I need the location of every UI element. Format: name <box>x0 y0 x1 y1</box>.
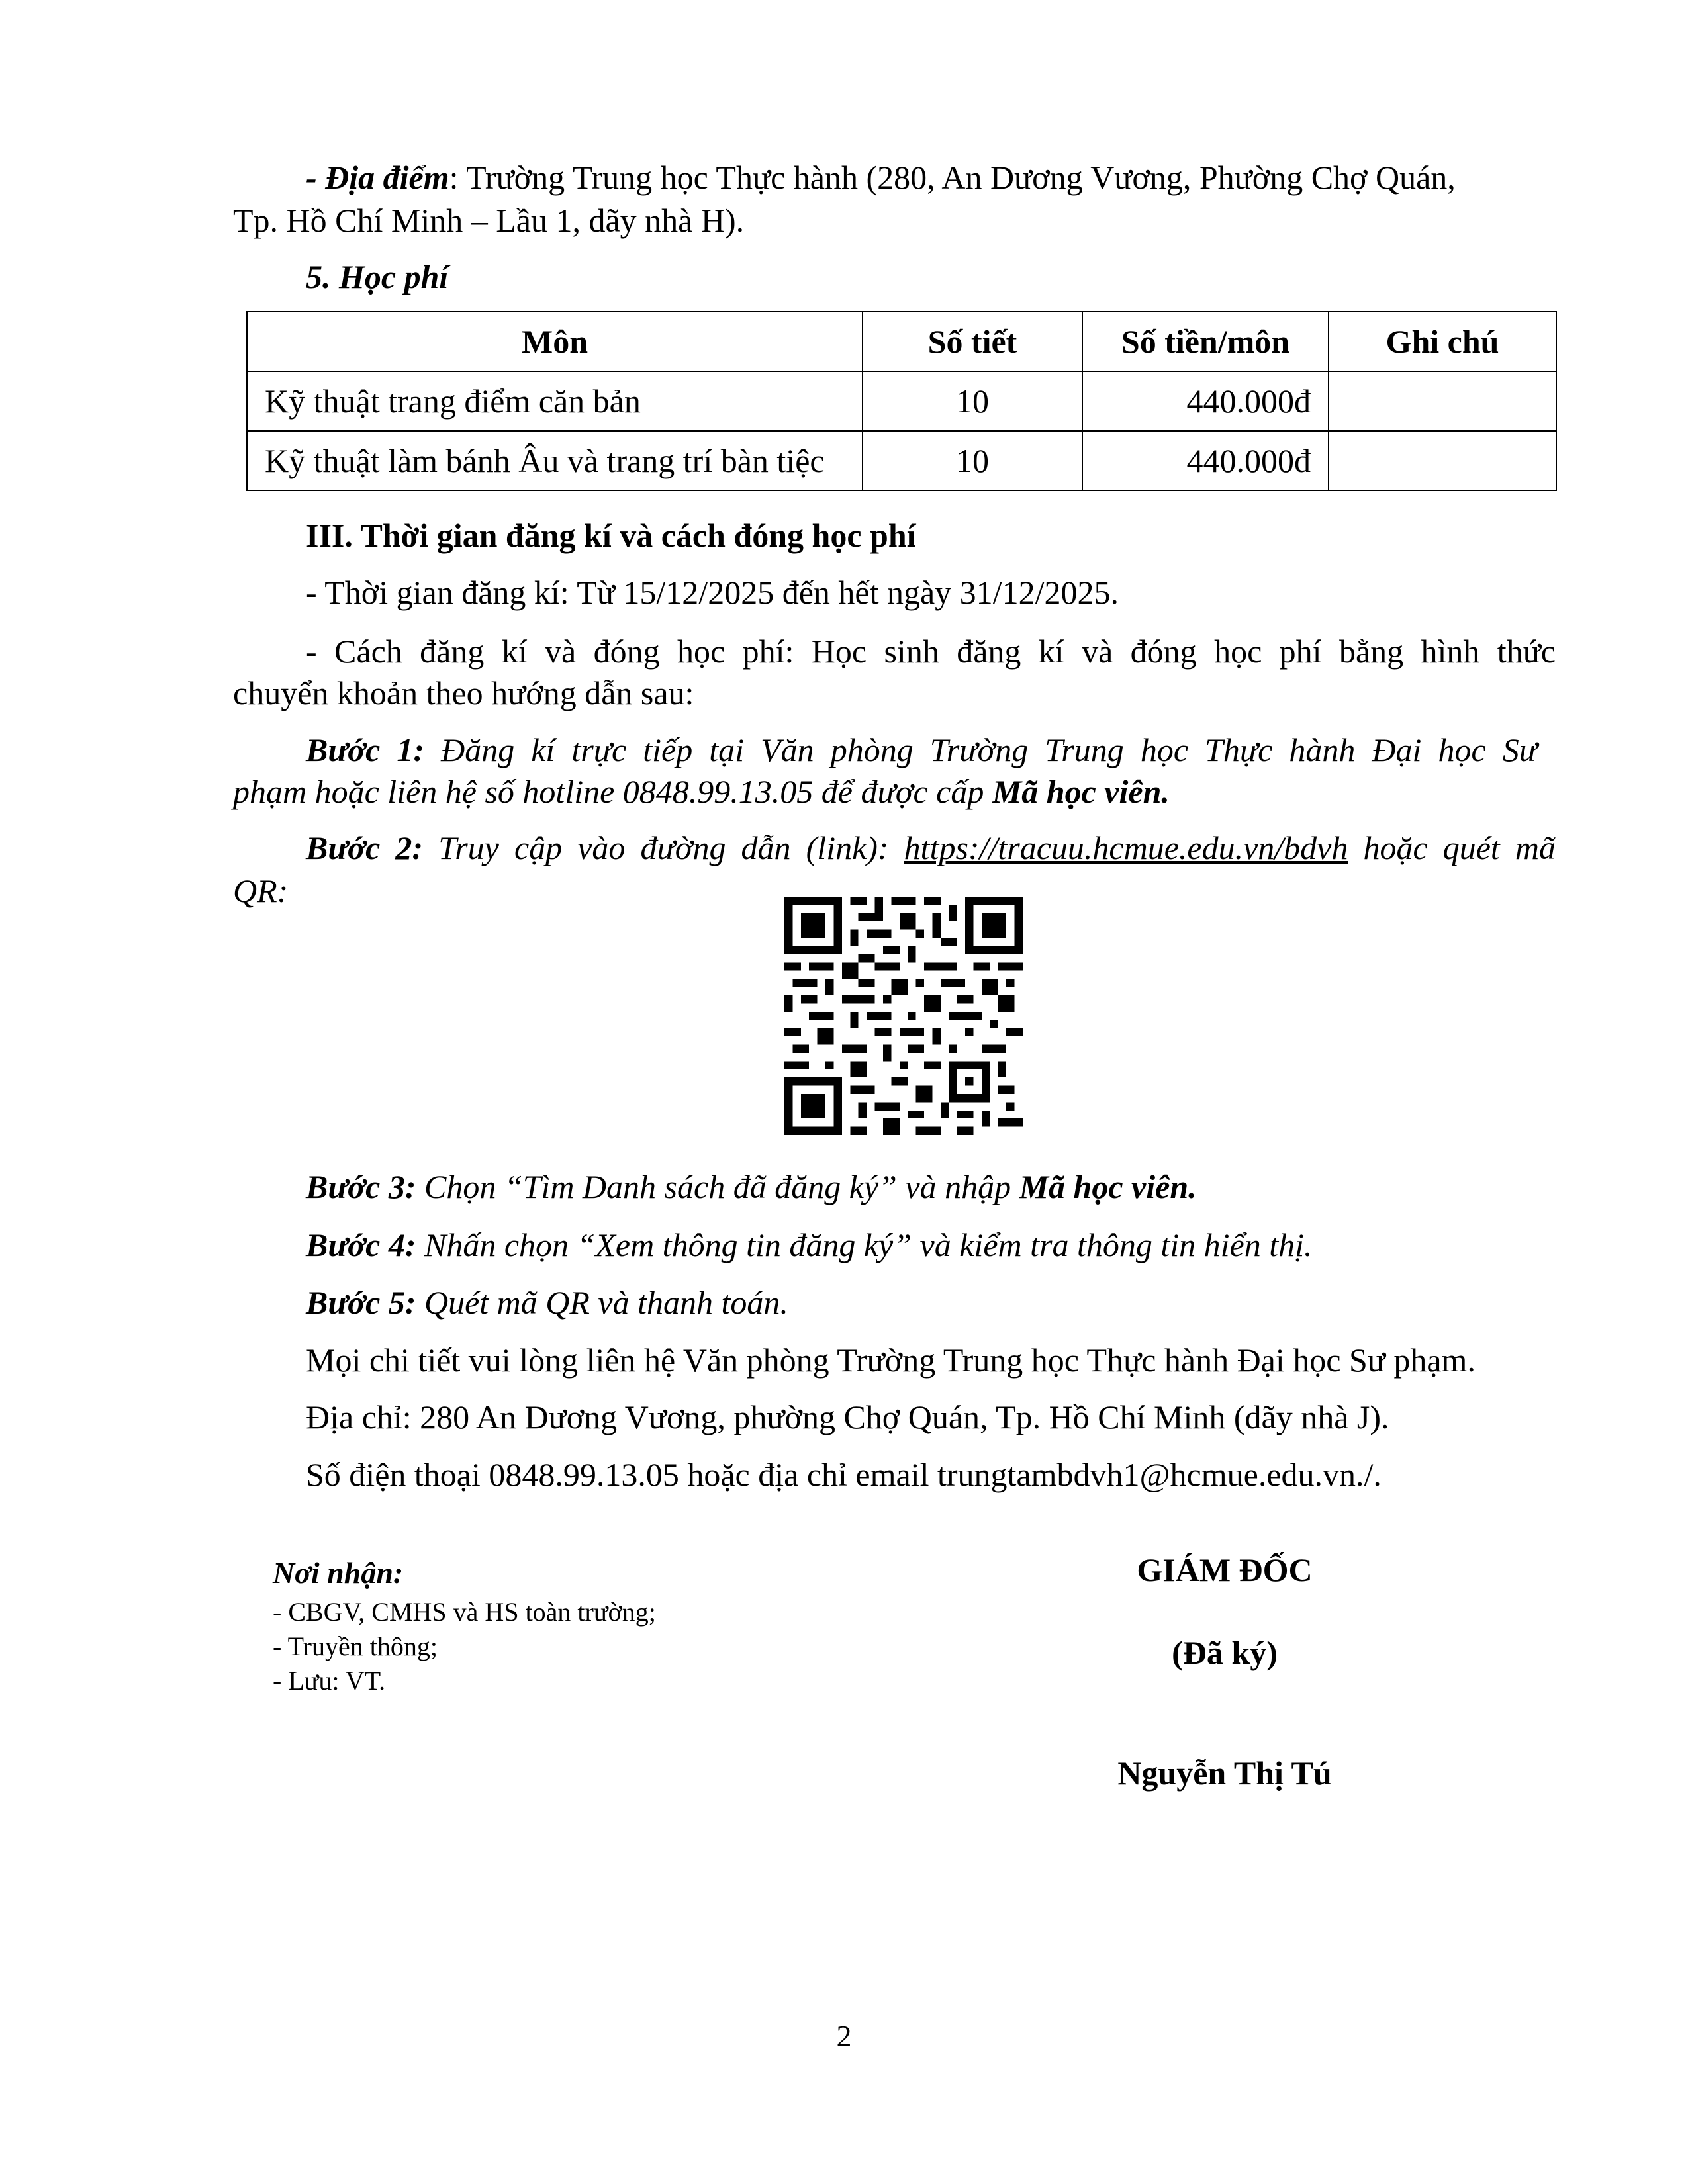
step-2-line-1 <box>306 827 1556 868</box>
section3-title: III. Thời gian đăng kí và cách đóng học phí <box>306 517 916 554</box>
qr-code-icon[interactable] <box>784 897 1023 1135</box>
step-3-text: Chọn “Tìm Danh sách đã đăng ký” và nhập <box>416 1168 1019 1205</box>
step-4-label: Bước 4: <box>306 1226 416 1263</box>
contact-line-1: Mọi chi tiết vui lòng liên hệ Văn phòng Trường Trung học Thực hành Đại học Sư phạm. <box>306 1342 1476 1379</box>
contact-address: Địa chỉ: 280 An Dương Vương, phường Chợ Quán, Tp. Hồ Chí Minh (dãy nhà J). <box>306 1398 1389 1435</box>
header-note: Ghi chú <box>1329 312 1556 371</box>
location-label: - Địa điểm <box>306 159 449 196</box>
registration-method-line-2: chuyển khoản theo hướng dẫn sau: <box>233 674 694 711</box>
location-line-1 <box>306 157 1456 198</box>
fees-heading: 5. Học phí <box>306 258 449 295</box>
page-number: 2 <box>836 2019 852 2053</box>
registration-link[interactable]: https://tracuu.hcmue.edu.vn/bdvh <box>904 829 1348 866</box>
recipients-title: Nơi nhận: <box>273 1556 404 1590</box>
step-1-bold: Mã học viên. <box>992 773 1170 810</box>
row-note <box>1329 431 1556 490</box>
row-price: 440.000đ <box>1082 431 1329 490</box>
header-price: Số tiền/môn <box>1082 312 1329 371</box>
table-header-row <box>247 312 1556 371</box>
header-periods: Số tiết <box>863 312 1082 371</box>
step-2-text: Truy cập vào đường dẫn (link): <box>423 829 904 866</box>
recipient-item: - Lưu: VT. <box>273 1666 386 1696</box>
row-price: 440.000đ <box>1082 371 1329 431</box>
row-subject: Kỹ thuật làm bánh Âu và trang trí bàn tiệc <box>247 431 863 490</box>
row-periods: 10 <box>863 371 1082 431</box>
step-4-text: Nhấn chọn “Xem thông tin đăng ký” và kiểm tra thông tin hiển thị. <box>416 1226 1313 1263</box>
step-5-label: Bước 5: <box>306 1284 416 1321</box>
row-periods: 10 <box>863 431 1082 490</box>
step-5 <box>306 1282 788 1323</box>
step-2-label: Bước 2: <box>306 829 424 866</box>
location-line-2: Tp. Hồ Chí Minh – Lầu 1, dãy nhà H). <box>233 202 745 239</box>
recipient-item: - Truyền thông; <box>273 1631 438 1661</box>
signer-name: Nguyễn Thị Tú <box>1117 1754 1332 1792</box>
row-subject: Kỹ thuật trang điểm căn bản <box>247 371 863 431</box>
row-note <box>1329 371 1556 431</box>
location-text: : Trường Trung học Thực hành (280, An Dương Vương, Phường Chợ Quán, <box>449 159 1456 196</box>
recipient-item: - CBGV, CMHS và HS toàn trường; <box>273 1597 656 1627</box>
header-subject: Môn <box>247 312 863 371</box>
step-2-text-post: hoặc quét mã <box>1348 829 1556 866</box>
step-4 <box>306 1224 1313 1265</box>
step-5-text: Quét mã QR và thanh toán. <box>416 1284 788 1321</box>
step-1-label: Bước 1: <box>306 731 425 768</box>
step-3-label: Bước 3: <box>306 1168 416 1205</box>
step-3-bold: Mã học viên. <box>1019 1168 1197 1205</box>
registration-method-line-1: - Cách đăng kí và đóng học phí: Học sinh đăng kí và đóng học phí bằng hình thức <box>306 633 1556 670</box>
step-1-text: Đăng kí trực tiếp tại Văn phòng Trường Trung học Thực hành Đại học Sư <box>424 731 1537 768</box>
table-row <box>247 371 1556 431</box>
step-1-text-2: phạm hoặc liên hệ số hotline 0848.99.13.05 để được cấp <box>233 773 992 810</box>
step-2-line-2: QR: <box>233 872 289 909</box>
registration-time: - Thời gian đăng kí: Từ 15/12/2025 đến hết ngày 31/12/2025. <box>306 574 1119 611</box>
step-3 <box>306 1166 1197 1207</box>
step-1-line-1 <box>306 729 1537 770</box>
fees-table <box>246 311 1557 491</box>
table-row <box>247 431 1556 490</box>
signed-status: (Đã ký) <box>1172 1634 1278 1671</box>
step-1-line-2 <box>233 771 1170 812</box>
contact-phone-email: Số điện thoại 0848.99.13.05 hoặc địa chỉ email trungtambdvh1@hcmue.edu.vn./. <box>306 1456 1382 1493</box>
signer-position: GIÁM ĐỐC <box>1137 1551 1313 1588</box>
